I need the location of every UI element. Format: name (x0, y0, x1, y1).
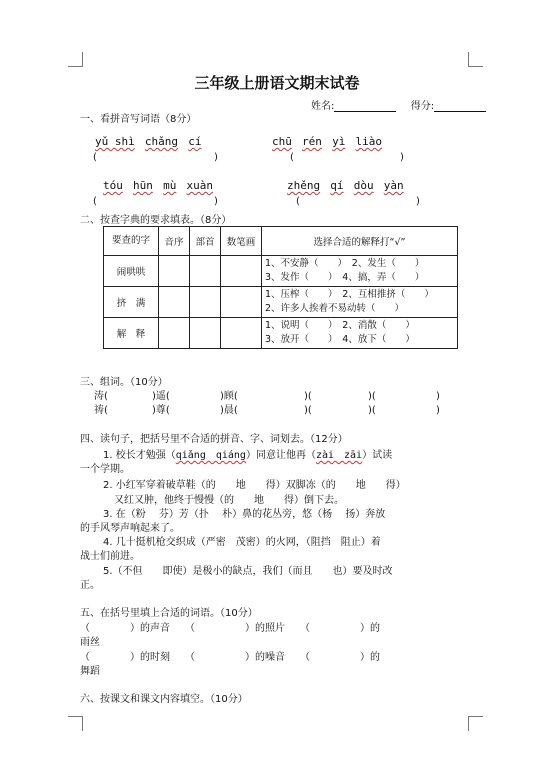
table-cell-initial[interactable] (159, 318, 190, 349)
sentence-4-line-1[interactable]: 4. 几十挺机枪交织成（严密 茂密）的火网，（阻挡 阻止）着 (103, 537, 381, 548)
table-cell-initial[interactable] (159, 256, 190, 287)
word-group-row-2[interactable]: 祷( )尊( )晨( )( )( ) (94, 405, 440, 416)
col-meaning: 选择合适的解释打“√” (262, 227, 458, 256)
crop-mark-top-right (468, 52, 483, 67)
table-header-row (104, 227, 458, 256)
fill-word-row-2-tail: 舞蹈 (80, 666, 100, 677)
pinyin-row-1-right: chū rén yì liào (272, 135, 383, 148)
score-label: 得分: (410, 101, 435, 112)
answer-paren-1a-close[interactable]: ) (214, 152, 218, 163)
sentence-4-line-2: 战士们前进。 (80, 551, 140, 562)
table-cell-options[interactable]: 1、压榨（ ） 2、互相推挤（ ） 2、许多人挨着不易动转（ ） (262, 287, 458, 318)
answer-paren-2a-open[interactable]: ( (93, 196, 97, 207)
crop-mark-bottom-left (68, 716, 83, 731)
word-group-row-1[interactable]: 涛( )遥( )顾( )( )( ) (94, 391, 440, 402)
fill-word-row-1[interactable]: （ ）的声音 （ ）的照片 （ ）的 (80, 623, 380, 634)
table-row (104, 256, 458, 287)
page-title: 三年级上册语文期末试卷 (194, 74, 360, 92)
dictionary-table (103, 226, 458, 349)
answer-paren-2a-close[interactable]: ) (214, 196, 218, 207)
table-row (104, 287, 458, 318)
table-cell-radical[interactable] (190, 318, 221, 349)
sentence-1-line-1: 1. 校长才勉强（qiǎng qiáng）同意让他再（zài zāi）试读 (103, 450, 393, 461)
table-cell-options[interactable]: 1、说明（ ） 2、消散（ ） 3、放开（ ） 4、放下（ ） (262, 318, 458, 349)
sentence-5-line-1[interactable]: 5.（不但 即使）是极小的缺点，我们（而且 也）要及时改 (103, 566, 393, 577)
sentence-2-line-2[interactable]: 又红又肿，他终于慢慢（的 地 得）倒下去。 (114, 495, 344, 506)
table-cell-strokes[interactable] (221, 256, 262, 287)
table-cell-word: 挤 满 (104, 287, 159, 318)
col-initial: 音序 (159, 227, 190, 256)
table-cell-initial[interactable] (159, 287, 190, 318)
fill-word-row-2[interactable]: （ ）的时刻 （ ）的噪音 （ ）的 (80, 652, 380, 663)
table-cell-word: 解 释 (104, 318, 159, 349)
sentence-5-line-2: 正。 (80, 580, 100, 591)
table-cell-strokes[interactable] (221, 318, 262, 349)
table-cell-word: 闹哄哄 (104, 256, 159, 287)
crop-mark-top-left (68, 52, 83, 67)
sentence-3-line-1[interactable]: 3. 在（粉 芬）芳（扑 朴）鼻的花丛旁，悠（杨 扬）奔放 (103, 509, 386, 520)
answer-paren-1a-open[interactable]: ( (93, 152, 97, 163)
answer-paren-2b-close[interactable]: ) (416, 196, 420, 207)
section-2-heading: 二、按查字典的要求填表。（8分） (80, 215, 232, 226)
table-cell-strokes[interactable] (221, 287, 262, 318)
fill-word-row-1-tail: 雨丝 (80, 637, 100, 648)
crop-mark-bottom-right (468, 716, 483, 731)
answer-paren-1b-close[interactable]: ) (400, 152, 404, 163)
name-score-row (311, 97, 486, 112)
section-5-heading: 五、在括号里填上合适的词语。（10分） (80, 608, 258, 619)
col-radical: 部首 (190, 227, 221, 256)
sentence-1-line-2: 一个学期。 (80, 464, 130, 475)
sentence-3-line-2: 的手风琴声响起来了。 (80, 523, 180, 534)
answer-paren-2b-open[interactable]: ( (296, 196, 300, 207)
answer-paren-1b-open[interactable]: ( (290, 152, 294, 163)
section-1-heading: 一、看拼音写词语（8分） (80, 114, 197, 125)
section-4-heading: 四、读句子，把括号里不合适的拼音、字、词划去。（12分） (80, 434, 348, 445)
pinyin-row-1-left: yǔ shì chǎng cí (95, 135, 202, 148)
score-blank[interactable] (434, 101, 486, 112)
name-blank[interactable] (334, 101, 396, 112)
table-cell-options[interactable]: 1、不安静（ ） 2、发生（ ） 3、发作（ ） 4、搞，弄（ ） (262, 256, 458, 287)
name-label: 姓名: (311, 101, 335, 112)
col-word: 要查的字 (104, 227, 159, 256)
section-6-heading: 六、按课文和课文内容填空。（10分） (80, 694, 248, 705)
table-cell-radical[interactable] (190, 287, 221, 318)
table-row (104, 318, 458, 349)
pinyin-row-2-left: tóu hūn mù xuàn (103, 179, 214, 192)
col-strokes: 数笔画 (221, 227, 262, 256)
section-3-heading: 三、组词。（10分） (80, 377, 168, 388)
table-cell-radical[interactable] (190, 256, 221, 287)
sentence-2-line-1[interactable]: 2. 小红军穿着破草鞋（的 地 得）双脚冻（的 地 得） (103, 480, 406, 491)
pinyin-row-2-right: zhěng qí dòu yàn (287, 179, 404, 192)
